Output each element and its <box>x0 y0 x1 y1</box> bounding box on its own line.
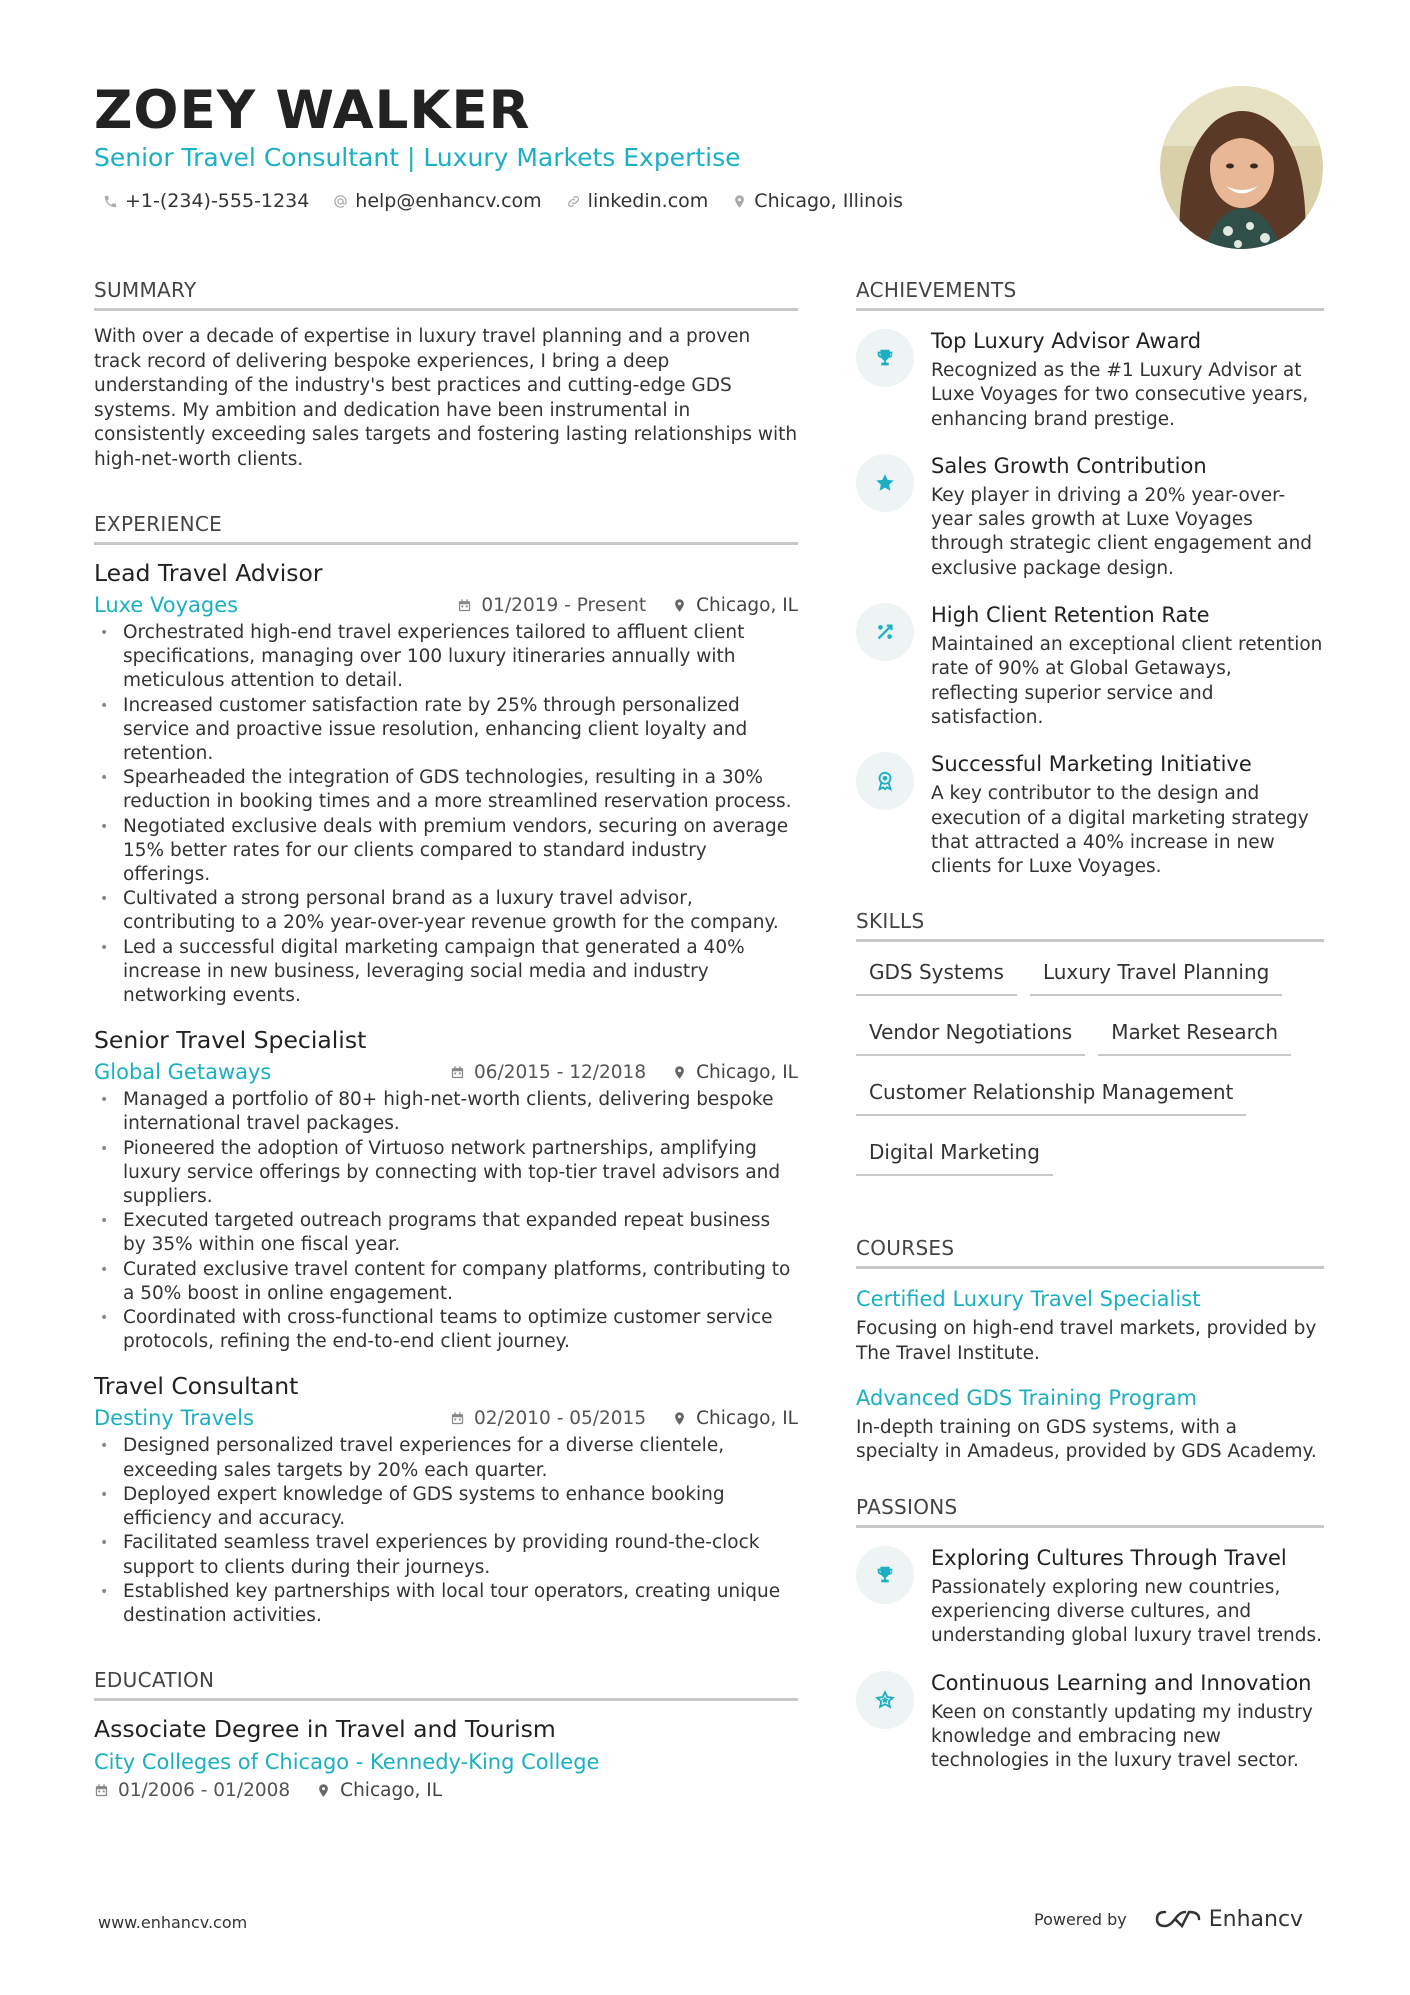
footer-branding <box>1034 1906 1303 1932</box>
left-column <box>94 278 798 1801</box>
map-pin-icon <box>732 194 747 209</box>
achievement-item <box>856 329 1324 432</box>
list-item: • Executed targeted outreach programs that expanded repeat business by 35% within one fiscal year. <box>94 1209 798 1257</box>
education-heading: EDUCATION <box>94 1668 798 1701</box>
skill-tag: Vendor Negotiations <box>856 1020 1085 1056</box>
courses-heading: COURSES <box>856 1236 1324 1269</box>
contact-linkedin[interactable] <box>566 190 709 212</box>
course-desc: Focusing on high-end travel markets, provided by The Travel Institute. <box>856 1318 1317 1364</box>
job-entry <box>94 559 798 1008</box>
right-column <box>856 278 1324 1795</box>
skill-tag: Customer Relationship Management <box>856 1080 1246 1116</box>
list-item: • Coordinated with cross-functional teams to optimize customer service protocols, refining the end-to-end client journey. <box>94 1306 798 1354</box>
passion-item <box>856 1546 1324 1649</box>
passion-item <box>856 1671 1324 1774</box>
job-entry <box>94 1372 798 1628</box>
achievement-desc: Maintained an exceptional client retention rate of 90% at Global Getaways, reflecting superior service and satisfaction. <box>931 634 1323 728</box>
achievement-item <box>856 752 1324 879</box>
degree-title: Associate Degree in Travel and Tourism <box>94 1715 556 1744</box>
education-entry <box>94 1715 798 1801</box>
achievements-list <box>856 329 1324 879</box>
map-pin-icon <box>316 1783 331 1798</box>
summary-text: With over a decade of expertise in luxury travel planning and a proven track record of delivering bespoke experiences, I bring a deep understanding of the industry's best practices and cutting-edge GDS systems. My ambition and dedication have been instrumental in consistently exceeding sales targets and fostering lasting relationships with high-net-worth clients. <box>94 326 798 470</box>
list-item: • Managed a portfolio of 80+ high-net-worth clients, delivering bespoke international travel packages. <box>94 1088 798 1136</box>
email-text: help@enhancv.com <box>355 190 542 212</box>
course-title: Certified Luxury Travel Specialist <box>856 1287 1201 1312</box>
candidate-title: Senior Travel Consultant | Luxury Markets Expertise <box>94 143 741 172</box>
skills-list <box>856 960 1324 1200</box>
star-icon <box>856 454 914 512</box>
map-pin-icon <box>672 598 687 613</box>
enhancv-logo[interactable] <box>1155 1906 1303 1932</box>
list-item: • Pioneered the adoption of Virtuoso network partnerships, amplifying luxury service offerings by connecting with top-tier travel advisors and suppliers. <box>94 1137 798 1210</box>
phone-text: +1-(234)-555-1234 <box>125 190 310 212</box>
contact-email[interactable] <box>333 190 541 212</box>
contact-phone[interactable] <box>103 190 309 212</box>
list-item: • Cultivated a strong personal brand as a luxury travel advisor, contributing to a 20% year-over-year revenue growth for the company. <box>94 887 798 935</box>
calendar-icon <box>450 1065 465 1080</box>
trophy-icon <box>856 1546 914 1604</box>
enhancv-logo-icon <box>1155 1906 1201 1932</box>
percent-icon <box>856 603 914 661</box>
job-bullets <box>94 1088 798 1354</box>
passion-desc: Passionately exploring new countries, experiencing diverse cultures, and understanding global luxury travel trends. <box>931 1576 1323 1647</box>
map-pin-icon <box>672 1411 687 1426</box>
list-item: • Designed personalized travel experiences for a diverse clientele, exceeding sales targets by 20% each quarter. <box>94 1434 798 1482</box>
job-location: Chicago, IL <box>696 1407 798 1429</box>
skill-tag: Market Research <box>1098 1020 1291 1056</box>
calendar-icon <box>457 598 472 613</box>
passions-heading: PASSIONS <box>856 1495 1324 1528</box>
passion-title: Continuous Learning and Innovation <box>931 1670 1312 1695</box>
job-location: Chicago, IL <box>696 1061 798 1083</box>
passions-list <box>856 1546 1324 1774</box>
summary-heading: SUMMARY <box>94 278 798 311</box>
medal-icon <box>856 752 914 810</box>
list-item: • Deployed expert knowledge of GDS systems to enhance booking efficiency and accuracy. <box>94 1483 798 1531</box>
calendar-icon <box>94 1783 109 1798</box>
job-bullets <box>94 621 798 1008</box>
skill-tag: GDS Systems <box>856 960 1017 996</box>
achievement-item <box>856 603 1324 730</box>
achievement-title: Sales Growth Contribution <box>931 453 1207 478</box>
education-dates: 01/2006 - 01/2008 <box>118 1780 291 1802</box>
job-title: Senior Travel Specialist <box>94 1026 367 1055</box>
skill-tag: Luxury Travel Planning <box>1030 960 1282 996</box>
job-entry <box>94 1026 798 1354</box>
list-item: • Established key partnerships with local tour operators, creating unique destination activities. <box>94 1580 798 1628</box>
achievement-title: High Client Retention Rate <box>931 603 1210 628</box>
passion-desc: Keen on constantly updating my industry knowledge and embracing new technologies in the luxury travel sector. <box>931 1701 1313 1772</box>
achievements-heading: ACHIEVEMENTS <box>856 278 1324 311</box>
skill-tag: Digital Marketing <box>856 1140 1053 1176</box>
achievement-item <box>856 454 1324 581</box>
enhancv-brand-text: Enhancv <box>1208 1906 1304 1932</box>
course-desc: In-depth training on GDS systems, with a specialty in Amadeus, provided by GDS Academy. <box>856 1417 1317 1463</box>
list-item: • Facilitated seamless travel experiences by providing round-the-clock support to clients during their journeys. <box>94 1531 798 1579</box>
achievement-title: Successful Marketing Initiative <box>931 752 1252 777</box>
job-dates: 01/2019 - Present <box>481 594 647 616</box>
list-item: • Negotiated exclusive deals with premium vendors, securing on average 15% better rates for our clients compared to standard industry offerings. <box>94 815 798 888</box>
education-location: Chicago, IL <box>340 1780 443 1802</box>
job-dates: 06/2015 - 12/2018 <box>473 1061 647 1083</box>
linkedin-text: linkedin.com <box>587 190 709 212</box>
location-text: Chicago, Illinois <box>754 190 904 212</box>
experience-heading: EXPERIENCE <box>94 512 798 545</box>
at-icon <box>333 194 348 209</box>
phone-icon <box>103 194 118 209</box>
company-name: Destiny Travels <box>94 1406 254 1431</box>
trophy-icon <box>856 329 914 387</box>
achievement-desc: Recognized as the #1 Luxury Advisor at Luxe Voyages for two consecutive years, enhancing brand prestige. <box>931 360 1309 430</box>
job-bullets <box>94 1434 798 1628</box>
list-item: • Increased customer satisfaction rate by 25% through personalized service and proactive issue resolution, enhancing client loyalty and retention. <box>94 694 798 767</box>
calendar-icon <box>450 1411 465 1426</box>
powered-by-label: Powered by <box>1034 1909 1127 1929</box>
contact-bar <box>103 190 927 212</box>
avatar <box>1160 86 1323 249</box>
school-name: City Colleges of Chicago - Kennedy-King College <box>94 1750 600 1775</box>
achievement-title: Top Luxury Advisor Award <box>931 329 1202 353</box>
job-location: Chicago, IL <box>696 594 798 616</box>
list-item: • Curated exclusive travel content for company platforms, contributing to a 50% boost in online engagement. <box>94 1258 798 1306</box>
candidate-name: ZOEY WALKER <box>94 80 531 141</box>
map-pin-icon <box>672 1065 687 1080</box>
list-item: • Led a successful digital marketing campaign that generated a 40% increase in new business, leveraging social media and industry networking events. <box>94 936 798 1009</box>
course-title: Advanced GDS Training Program <box>856 1386 1197 1411</box>
job-title: Lead Travel Advisor <box>94 559 323 587</box>
list-item: • Orchestrated high-end travel experiences tailored to affluent client specifications, managing over 100 luxury itineraries annually with meticulous attention to detail. <box>94 621 798 694</box>
company-name: Global Getaways <box>94 1060 272 1085</box>
contact-location <box>732 190 903 212</box>
job-dates: 02/2010 - 05/2015 <box>473 1407 647 1429</box>
company-name: Luxe Voyages <box>94 593 239 617</box>
skills-heading: SKILLS <box>856 909 1324 942</box>
star-outline-icon <box>856 1671 914 1729</box>
achievement-desc: A key contributor to the design and execution of a digital marketing strategy that attracted a 40% increase in new clients for Luxe Voyages. <box>931 783 1309 878</box>
courses-list <box>856 1287 1324 1464</box>
achievement-desc: Key player in driving a 20% year-over-year sales growth at Luxe Voyages through strategic client engagement and exclusive package design. <box>931 484 1313 579</box>
passion-title: Exploring Cultures Through Travel <box>931 1545 1287 1570</box>
footer-website[interactable]: www.enhancv.com <box>98 1913 248 1932</box>
link-icon <box>566 194 581 209</box>
job-title: Travel Consultant <box>94 1372 299 1401</box>
list-item: • Spearheaded the integration of GDS technologies, resulting in a 30% reduction in booking times and a more streamlined reservation process. <box>94 766 798 814</box>
